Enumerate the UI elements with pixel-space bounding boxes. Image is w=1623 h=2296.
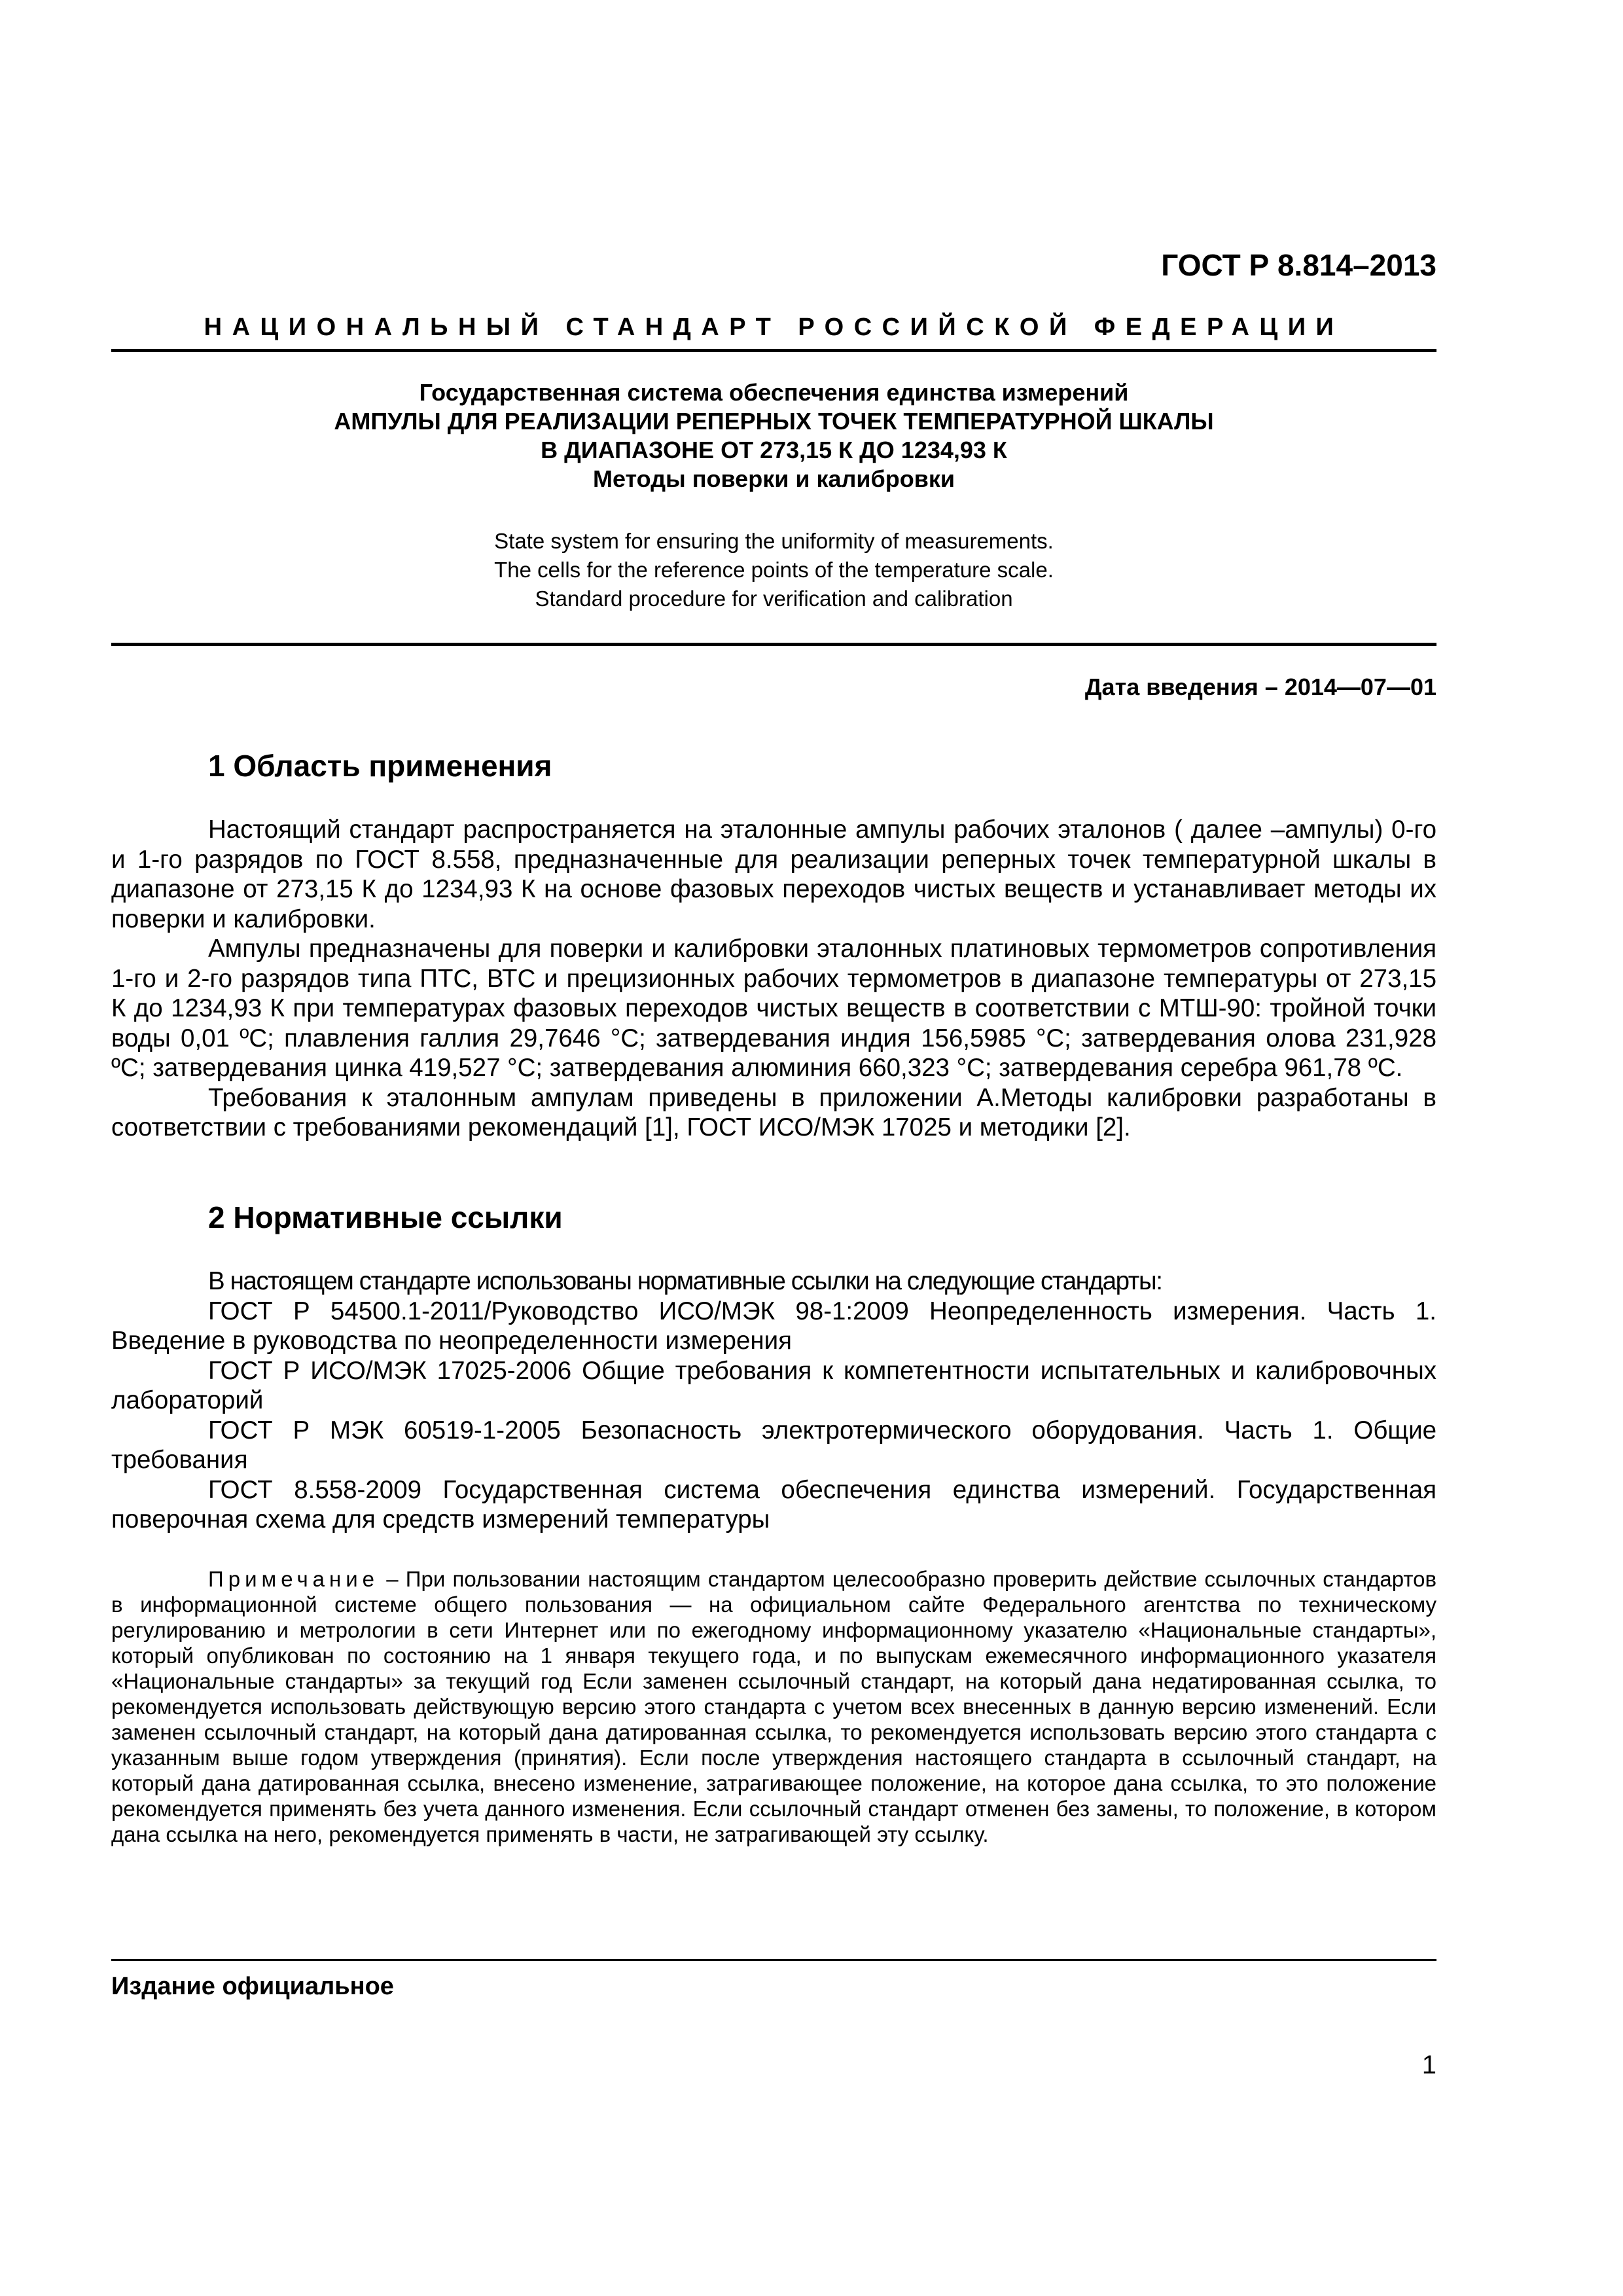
note-text: – При пользовании настоящим стандартом целесообразно проверить действие ссылочных стандартов в информационной системе общего пользования — на официальном сайте Федерального агентства по техническому регулированию и метрологии в сети Интернет или по ежегодному информационному указателю «Национальные стандарты», который опубликован по состоянию на 1 января текущего года, и по выпускам ежемесячного информационного указателя «Национальные стандарты» за текущий год Если заменен ссылочный стандарт, на который дана недатированная ссылка, то рекомендуется использовать действующую версию этого стандарта с учетом всех внесенных в данную версию изменений. Если заменен ссылочный стандарт, на который дана датированная ссылка, то рекомендуется использовать версию этого стандарта с указанным выше годом утверждения (принятия). Если после утверждения настоящего стандарта в ссылочный стандарт, на который дана датированная ссылка, внесено изменение, затрагивающее положение, на которое дана ссылка, то это положение рекомендуется применять без учета данного изменения. Если ссылочный стандарт отменен без замены, то положение, в котором дана ссылка на него, рекомендуется применять в части, не затрагивающей эту ссылку.: [111, 1567, 1436, 1846]
paragraph: Требования к эталонным ампулам приведены в приложении А.Методы калибровки разработаны в соответствии с требованиями рекомендаций [1], ГОСТ ИСО/МЭК 17025 и методики [2].: [111, 1083, 1436, 1141]
references-intro: В настоящем стандарте использованы нормативные ссылки на следующие стандарты:: [208, 1267, 1162, 1295]
page-number: 1: [1421, 2051, 1436, 2079]
title-en-line: Standard procedure for verification and calibration: [535, 586, 1013, 611]
standard-designation: ГОСТ Р 8.814–2013: [1161, 248, 1436, 282]
title-en: [111, 527, 1567, 613]
introduction-date: Дата введения – 2014—07—01: [1084, 673, 1436, 700]
title-ru-line: АМПУЛЫ ДЛЯ РЕАЛИЗАЦИИ РЕПЕРНЫХ ТОЧЕК ТЕМПЕРАТУРНОЙ ШКАЛЫ: [334, 408, 1214, 435]
section-1-body: [111, 815, 1436, 1143]
section-2-body: [111, 1266, 1436, 1535]
header-divider: [111, 349, 1436, 352]
note-label: Примечание: [208, 1567, 380, 1591]
title-ru-line: В ДИАПАЗОНЕ ОТ 273,15 К ДО 1234,93 К: [541, 437, 1007, 463]
title-divider: [111, 643, 1436, 646]
reference-item: ГОСТ 8.558-2009 Государственная система обеспечения единства измерений. Государственная поверочная схема для средств измерений температуры: [111, 1475, 1436, 1534]
section-1-heading: 1 Область применения: [208, 749, 552, 783]
title-en-line: State system for ensuring the uniformity of measurements.: [494, 529, 1054, 553]
reference-item: ГОСТ Р МЭК 60519-1-2005 Безопасность электротермического оборудования. Часть 1. Общие требования: [111, 1416, 1436, 1474]
title-ru-line: Государственная система обеспечения единства измерений: [419, 379, 1129, 406]
paragraph: Настоящий стандарт распространяется на эталонные ампулы рабочих эталонов ( далее –ампулы) 0-го и 1-го разрядов по ГОСТ 8.558, предназначенные для реализации реперных точек температурной шкалы в диапазоне от 273,15 К до 1234,93 К на основе фазовых переходов чистых веществ и устанавливает методы их поверки и калибровки.: [111, 816, 1436, 933]
edition-label: Издание официальное: [111, 1973, 394, 2000]
reference-item: ГОСТ Р 54500.1-2011/Руководство ИСО/МЭК 98-1:2009 Неопределенность измерения. Часть 1. Введение в руководства по неопределенности измерения: [111, 1297, 1436, 1355]
footer-divider: [111, 1959, 1436, 1961]
note-block: [111, 1566, 1436, 1847]
section-2-heading: 2 Нормативные ссылки: [208, 1200, 563, 1234]
paragraph: Ампулы предназначены для поверки и калибровки эталонных платиновых термометров сопротивления 1-го и 2-го разрядов типа ПТС, ВТС и прецизионных рабочих термометров в диапазоне температуры от 273,15 К до 1234,93 К при температурах фазовых переходов чистых веществ в соответствии с МТШ-90: тройной точки воды 0,01 ºС; плавления галлия 29,7646 °С; затвердевания индия 156,5985 °С; затвердевания олова 231,928 ºС; затвердевания цинка 419,527 °С; затвердевания алюминия 660,323 °С; затвердевания серебра 961,78 ºС.: [111, 935, 1436, 1082]
note-paragraph: [111, 1566, 1436, 1847]
national-standard-banner: НАЦИОНАЛЬНЫЙ СТАНДАРТ РОССИЙСКОЙ ФЕДЕРАЦИИ: [204, 314, 1344, 341]
title-en-line: The cells for the reference points of the temperature scale.: [494, 558, 1054, 582]
title-ru: [111, 378, 1567, 493]
title-ru-line: Методы поверки и калибровки: [592, 465, 955, 492]
reference-item: ГОСТ Р ИСО/МЭК 17025-2006 Общие требования к компетентности испытательных и калибровочных лабораторий: [111, 1356, 1436, 1414]
